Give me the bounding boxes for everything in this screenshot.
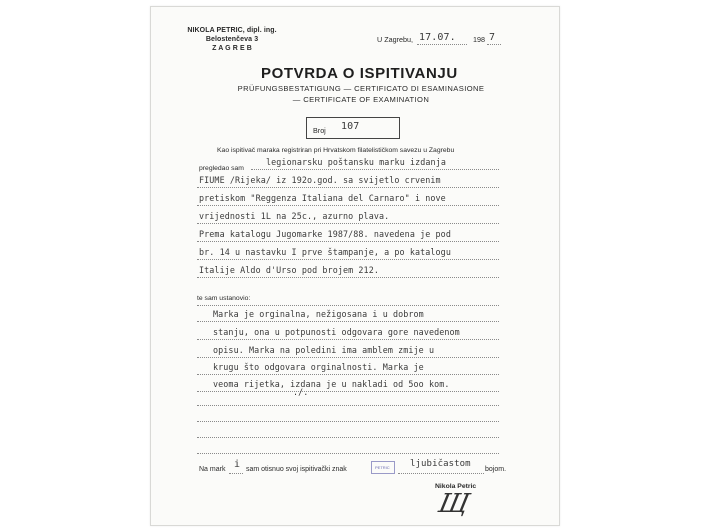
rule-line bbox=[197, 223, 499, 224]
rule-line bbox=[229, 473, 243, 474]
rule-line bbox=[197, 391, 499, 392]
page-title: POTVRDA O ISPITIVANJU bbox=[261, 65, 458, 82]
rule-line bbox=[197, 437, 499, 438]
rule-line bbox=[197, 305, 499, 306]
footer-middle: sam otisnuo svoj ispitivački znak bbox=[246, 466, 347, 473]
examiner-stamp bbox=[371, 461, 395, 474]
issuer-block bbox=[173, 26, 291, 53]
finding-line: Marka je orginalna, nežigosana i u dobrom bbox=[213, 309, 424, 319]
rule-line bbox=[197, 374, 499, 375]
rule-line bbox=[197, 339, 499, 340]
stamp-text: PETRIC bbox=[375, 465, 390, 470]
footer-count: i bbox=[234, 459, 241, 470]
number-value: 107 bbox=[341, 121, 360, 132]
intro-line: Kao ispitivač maraka registriran pri Hrvatskom filatelističkom savezu u Zagrebu bbox=[217, 147, 455, 154]
intro-label: pregledao sam bbox=[199, 165, 244, 172]
number-label: Broj bbox=[313, 126, 326, 135]
finding-line: stanju, ona u potpunosti odgovara gore navedenom bbox=[213, 327, 460, 337]
rule-line bbox=[197, 277, 499, 278]
issuer-city: Z A G R E B bbox=[212, 45, 252, 52]
signature-mark: Щ bbox=[435, 489, 472, 519]
examined-line: Italije Aldo d'Urso pod brojem 212. bbox=[199, 265, 379, 275]
rule-line bbox=[251, 169, 499, 170]
rule-line bbox=[197, 187, 499, 188]
footer-suffix: bojom. bbox=[485, 466, 507, 473]
rule-line bbox=[197, 241, 499, 242]
finding-line: opisu. Marka na poledini ima amblem zmije u bbox=[213, 345, 435, 355]
issuer-street: Belostenčeva 3 bbox=[205, 36, 259, 43]
rule-line bbox=[197, 357, 499, 358]
examined-line: FIUME /Rijeka/ iz 192o.god. sa svijetlo crvenim bbox=[199, 175, 441, 185]
subtitle-1: PRÜFUNGSBESTATIGUNG — CERTIFICATO DI ESAMINASIONE bbox=[237, 84, 485, 93]
date-prefix: U Zagrebu, bbox=[377, 35, 413, 44]
ink-color: ljubičastom bbox=[410, 459, 471, 469]
examined-line: pretiskom "Reggenza Italiana del Carnaro" i nove bbox=[199, 193, 446, 203]
finding-line: krugu što odgovara orginalnosti. Marka je bbox=[213, 362, 424, 372]
year-line bbox=[487, 44, 501, 45]
signature-name: Nikola Petric bbox=[435, 483, 477, 490]
examined-line: br. 14 u nastavku I prve štampanje, a po katalogu bbox=[199, 247, 451, 257]
rule-line bbox=[197, 259, 499, 260]
subtitle-block bbox=[211, 83, 511, 105]
finding-end-mark: ./. bbox=[293, 387, 309, 397]
date-line bbox=[417, 44, 467, 45]
rule-line bbox=[197, 405, 499, 406]
rule-line bbox=[197, 453, 499, 454]
examined-line: legionarsku poštansku marku izdanja bbox=[266, 157, 446, 167]
subtitle-2: — CERTIFICATE OF EXAMINATION bbox=[292, 95, 430, 104]
date-day-month: 17.07. bbox=[419, 32, 456, 43]
rule-line bbox=[197, 321, 499, 322]
number-box bbox=[306, 117, 400, 139]
rule-line bbox=[197, 205, 499, 206]
date-year-digit: 7 bbox=[489, 32, 496, 43]
finding-line: veoma rijetka, izdana je u nakladi od 5oo kom. bbox=[213, 379, 450, 389]
findings-label: te sam ustanovio: bbox=[197, 295, 251, 302]
examined-line: Prema katalogu Jugomarke 1987/88. navedena je pod bbox=[199, 229, 451, 239]
issuer-name: NIKOLA PETRIC, dipl. ing. bbox=[187, 27, 277, 34]
rule-line bbox=[398, 473, 484, 474]
examined-line: vrijednosti 1L na 25c., azurno plava. bbox=[199, 211, 390, 221]
certificate-page bbox=[150, 6, 560, 526]
date-year-prefix: 198 bbox=[473, 35, 485, 44]
footer-prefix: Na mark bbox=[199, 466, 226, 473]
rule-line bbox=[197, 421, 499, 422]
